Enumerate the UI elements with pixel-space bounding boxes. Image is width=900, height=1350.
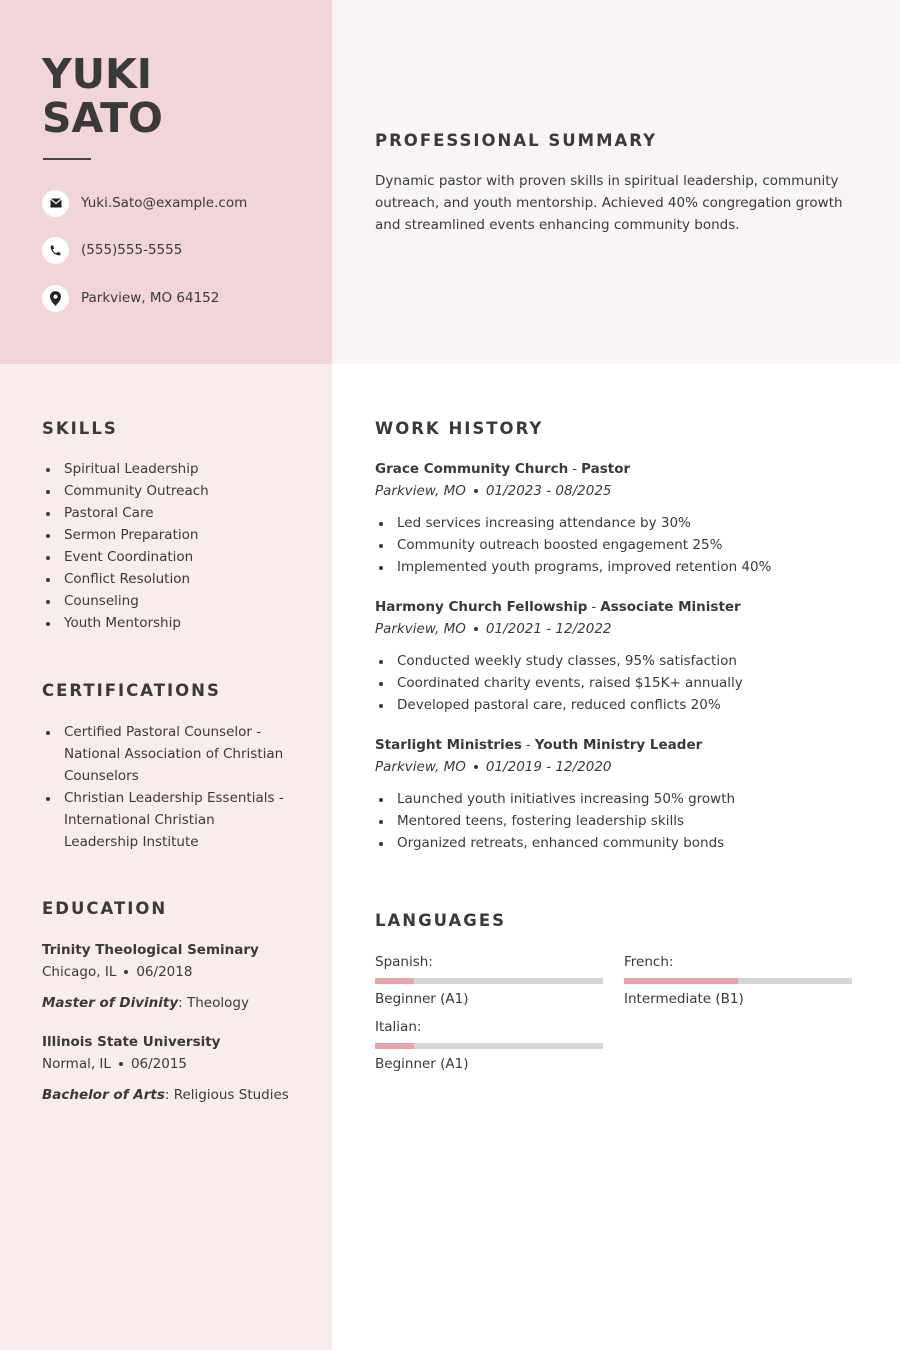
phone-text[interactable]: (555)555-5555 xyxy=(81,242,183,258)
employer: Harmony Church Fellowship xyxy=(375,599,588,615)
certifications-list xyxy=(42,721,292,853)
job-dates: 01/2021 - 12/2022 xyxy=(485,621,612,637)
contact-location xyxy=(42,284,219,312)
list-item: Organized retreats, enhanced community bonds xyxy=(375,832,875,854)
certifications-heading: CERTIFICATIONS xyxy=(42,681,221,700)
employer: Starlight Ministries xyxy=(375,737,522,753)
email-text[interactable]: Yuki.Sato@example.com xyxy=(81,195,248,211)
name-divider xyxy=(43,158,91,160)
education-entry xyxy=(42,939,312,1014)
language-level: Intermediate (B1) xyxy=(624,991,744,1007)
degree xyxy=(42,992,312,1014)
language-bar-fill xyxy=(375,1043,414,1049)
list-item: Mentored teens, fostering leadership skills xyxy=(375,810,875,832)
language-item xyxy=(624,953,852,1008)
degree-name: Master of Divinity xyxy=(42,995,179,1011)
school-meta xyxy=(42,961,312,983)
job-header xyxy=(375,458,875,480)
separator-dot xyxy=(124,970,128,974)
employer: Grace Community Church xyxy=(375,461,569,477)
list-item: Counseling xyxy=(42,590,312,612)
job-title: Pastor xyxy=(581,461,631,477)
school-name: Trinity Theological Seminary xyxy=(42,942,259,958)
language-bar xyxy=(375,978,603,984)
contact-email xyxy=(42,189,247,217)
list-item: Conducted weekly study classes, 95% satisfaction xyxy=(375,650,875,672)
job-location: Parkview, MO xyxy=(375,621,466,637)
school-meta xyxy=(42,1053,312,1075)
list-item: Conflict Resolution xyxy=(42,568,312,590)
map-pin-icon xyxy=(42,285,69,312)
language-level: Beginner (A1) xyxy=(375,1056,469,1072)
list-item: Led services increasing attendance by 30% xyxy=(375,512,875,534)
envelope-icon xyxy=(42,190,69,217)
language-bar-fill xyxy=(375,978,414,984)
language-bar xyxy=(375,1043,603,1049)
job-header xyxy=(375,596,875,618)
list-item: Community Outreach xyxy=(42,480,312,502)
list-item: Developed pastoral care, reduced conflicts 20% xyxy=(375,694,875,716)
job-meta xyxy=(375,756,875,778)
work-history-heading: WORK HISTORY xyxy=(375,419,544,438)
graduation-date: 06/2018 xyxy=(136,964,193,980)
contact-phone xyxy=(42,236,182,264)
separator-dot xyxy=(119,1062,123,1066)
degree-field: : Theology xyxy=(178,995,249,1011)
list-item: Certified Pastoral Counselor - National Association of Christian Counselors xyxy=(42,721,292,787)
list-item: Coordinated charity events, raised $15K+ annually xyxy=(375,672,875,694)
language-name: Spanish: xyxy=(375,954,433,970)
phone-icon xyxy=(42,237,69,264)
separator-dot xyxy=(474,489,478,493)
language-item xyxy=(375,953,603,1008)
job-title: Youth Ministry Leader xyxy=(534,737,703,753)
language-bar xyxy=(624,978,852,984)
job-location: Parkview, MO xyxy=(375,483,466,499)
language-bar-fill xyxy=(624,978,738,984)
separator: - xyxy=(525,737,531,753)
list-item: Spiritual Leadership xyxy=(42,458,312,480)
job-header xyxy=(375,734,875,756)
list-item: Community outreach boosted engagement 25% xyxy=(375,534,875,556)
skills-heading: SKILLS xyxy=(42,419,118,438)
school-name: Illinois State University xyxy=(42,1034,221,1050)
school-location: Chicago, IL xyxy=(42,964,117,980)
location-text: Parkview, MO 64152 xyxy=(81,290,220,306)
list-item: Sermon Preparation xyxy=(42,524,312,546)
separator: - xyxy=(572,461,578,477)
language-level: Beginner (A1) xyxy=(375,991,469,1007)
first-name: YUKI xyxy=(42,50,153,98)
summary-text: Dynamic pastor with proven skills in spiritual leadership, community outreach, and youth mentorship. Achieved 40% congregation growth and streamlined events enhancing community bonds. xyxy=(375,173,843,233)
separator-dot xyxy=(474,765,478,769)
list-item: Youth Mentorship xyxy=(42,612,312,634)
summary-heading: PROFESSIONAL SUMMARY xyxy=(375,131,658,150)
job-dates: 01/2019 - 12/2020 xyxy=(485,759,612,775)
job-bullets xyxy=(375,788,875,854)
job-entry xyxy=(375,458,875,578)
language-item xyxy=(375,1018,603,1073)
education-heading: EDUCATION xyxy=(42,899,168,918)
language-name: Italian: xyxy=(375,1019,422,1035)
candidate-name xyxy=(42,52,163,140)
graduation-date: 06/2015 xyxy=(130,1056,188,1072)
job-location: Parkview, MO xyxy=(375,759,466,775)
job-bullets xyxy=(375,512,875,578)
degree-name: Bachelor of Arts xyxy=(42,1087,165,1103)
list-item: Christian Leadership Essentials - International Christian Leadership Institute xyxy=(42,787,292,853)
job-meta xyxy=(375,480,875,502)
job-bullets xyxy=(375,650,875,716)
job-entry xyxy=(375,596,875,716)
degree xyxy=(42,1084,312,1106)
job-entry xyxy=(375,734,875,854)
separator: - xyxy=(591,599,597,615)
languages-heading: LANGUAGES xyxy=(375,911,506,930)
degree-field: : Religious Studies xyxy=(164,1087,289,1103)
job-title: Associate Minister xyxy=(600,599,741,615)
list-item: Implemented youth programs, improved retention 40% xyxy=(375,556,875,578)
education-entry xyxy=(42,1031,312,1106)
job-meta xyxy=(375,618,875,640)
list-item: Pastoral Care xyxy=(42,502,312,524)
school-location: Normal, IL xyxy=(42,1056,111,1072)
list-item: Launched youth initiatives increasing 50% growth xyxy=(375,788,875,810)
skills-list xyxy=(42,458,312,634)
language-name: French: xyxy=(624,954,674,970)
separator-dot xyxy=(474,627,478,631)
list-item: Event Coordination xyxy=(42,546,312,568)
last-name: SATO xyxy=(42,94,163,142)
job-dates: 01/2023 - 08/2025 xyxy=(485,483,612,499)
